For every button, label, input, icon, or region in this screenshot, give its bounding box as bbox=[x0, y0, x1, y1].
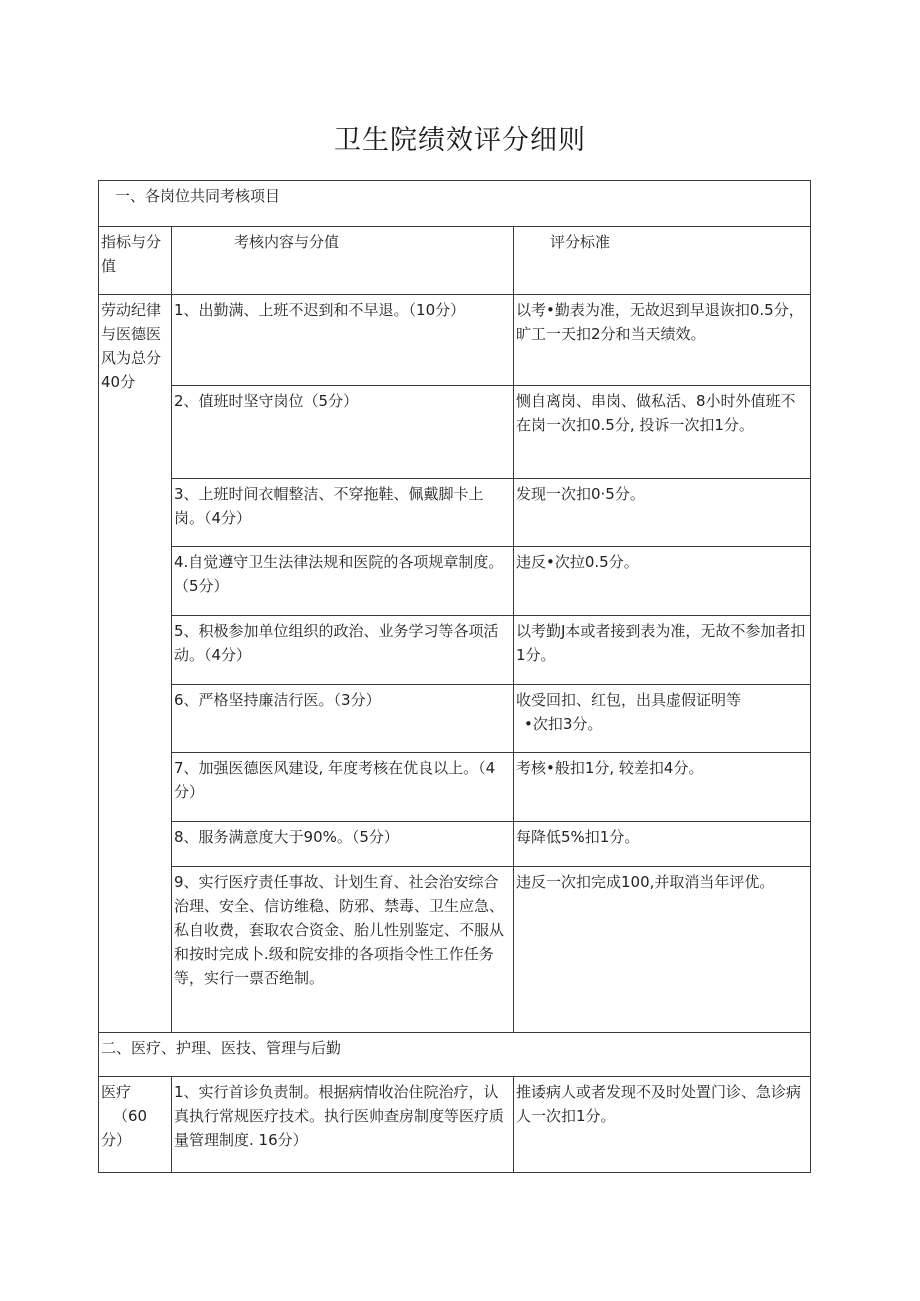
col-header-indicator: 指标与分值 bbox=[99, 227, 172, 295]
table-row bbox=[99, 822, 811, 867]
row-content: 6、严格坚持廉洁行医。（3分） bbox=[172, 685, 514, 753]
row-content: 1、出勤满、上班不迟到和不早退。（10分） bbox=[172, 295, 514, 386]
section2-heading: 二、医疗、护理、医技、管理与后勤 bbox=[99, 1033, 811, 1077]
category-label-line: 医疗 bbox=[101, 1083, 132, 1101]
scoring-table bbox=[98, 180, 811, 1173]
row-criteria: 以考•勤表为准，无故迟到早退诙扣0.5分，旷工一天扣2分和当天绩效。 bbox=[514, 295, 811, 386]
category-discipline: 劳动纪律与医德医风为总分40分 bbox=[99, 295, 172, 1033]
row-content: 7、加强医德医风建设, 年度考核在优良以上。（4分） bbox=[172, 753, 514, 822]
criteria-line: 收受回扣、红包，出具虚假证明等 bbox=[516, 691, 742, 709]
table-row bbox=[99, 685, 811, 753]
row-criteria: 每降低5%扣1分。 bbox=[514, 822, 811, 867]
row-content: 9、实行医疗责任事故、计划生育、社会治安综合治理、安全、信访维稳、防邪、禁毒、卫生应急、私自收费，套取农合资金、胎儿性别鉴定、不服从和按时完成卜.级和院安排的各项指令性工作任务等，实行一票否绝制。 bbox=[172, 867, 514, 1033]
col-header-criteria: 评分标准 bbox=[514, 227, 811, 295]
row-content: 4.自觉遵守卫生法律法规和医院的各项规章制度。（5分） bbox=[172, 547, 514, 616]
section1-heading-row bbox=[99, 181, 811, 227]
row-content: 3、上班时间衣帽整洁、不穿拖鞋、佩戴脚卡上岗。（4分） bbox=[172, 479, 514, 547]
row-criteria bbox=[514, 685, 811, 753]
row-criteria: 考核•般扣1分, 较差扣4分。 bbox=[514, 753, 811, 822]
table-row bbox=[99, 616, 811, 685]
row-criteria: 以考勤J本或者接到表为准，无故不参加者扣1分。 bbox=[514, 616, 811, 685]
category-label-line: 分） bbox=[101, 1131, 132, 1149]
row-criteria: 发现一次扣0·5分。 bbox=[514, 479, 811, 547]
section2-heading-row bbox=[99, 1033, 811, 1077]
row-criteria: 违反•次拉0.5分。 bbox=[514, 547, 811, 616]
document-title: 卫生院绩效评分细则 bbox=[334, 125, 586, 156]
table-row bbox=[99, 479, 811, 547]
col-header-content: 考核内容与分值 bbox=[172, 227, 514, 295]
criteria-line: •次扣3分。 bbox=[524, 715, 603, 733]
row-content: 8、服务满意度大于90%。（5分） bbox=[172, 822, 514, 867]
table-row bbox=[99, 753, 811, 822]
table-row bbox=[99, 295, 811, 386]
column-header-row bbox=[99, 227, 811, 295]
row-content: 1、实行首诊负责制。根据病情收治住院治疗，认真执行常规医疗技术。执行医帅查房制度等医疗质量管理制度. 16分） bbox=[172, 1077, 514, 1173]
table-row bbox=[99, 547, 811, 616]
row-criteria: 推诿病人或者发现不及时处置门诊、急诊病人一次扣1分。 bbox=[514, 1077, 811, 1173]
section1-heading: 一、各岗位共同考核项目 bbox=[99, 181, 811, 227]
table-row bbox=[99, 386, 811, 479]
table-row bbox=[99, 1077, 811, 1173]
table-row bbox=[99, 867, 811, 1033]
row-criteria: 恻自离岗、串岗、做私活、8小时外值班不在岗一次扣0.5分, 投诉一次扣1分。 bbox=[514, 386, 811, 479]
row-criteria: 违反一次扣完成100,并取消当年评优。 bbox=[514, 867, 811, 1033]
category-medical bbox=[99, 1077, 172, 1173]
row-content: 5、积极参加单位组织的政治、业务学习等各项活动。（4分） bbox=[172, 616, 514, 685]
category-label-line: （60 bbox=[113, 1107, 148, 1125]
row-content: 2、值班时坚守岗位（5分） bbox=[172, 386, 514, 479]
